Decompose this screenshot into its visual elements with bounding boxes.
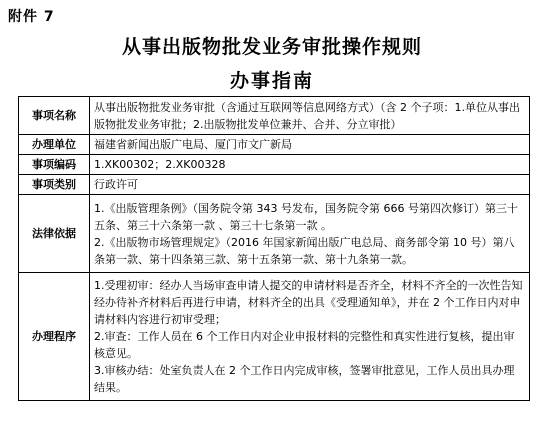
content-line: 1.受理初审：经办人当场审查申请人提交的申请材料是否齐全，材料不齐全的一次性告知经办待补齐材料后再进行申请，材料齐全的出具《受理通知单》，并在 2 个工作日内对申请材料内容进行初审受理； [94,279,523,326]
row-content [90,273,530,401]
table-row-item-name [19,97,530,135]
content-line: 行政许可 [94,178,138,191]
document-subtitle: 办事指南 [229,70,314,92]
document-title: 从事出版物批发业务审批操作规则 [121,36,422,58]
row-label: 事项编码 [19,155,90,175]
row-content [90,195,530,273]
row-label: 法律依据 [19,195,90,273]
content-line: 福建省新闻出版广电局、厦门市文广新局 [94,138,292,151]
row-label: 办理单位 [19,135,90,155]
row-content [90,155,530,175]
attachment-label: 附件 7 [8,9,55,25]
guide-table [18,96,530,401]
content-line: 3.审核办结：处室负责人在 2 个工作日内完成审核，签署审批意见，工作人员出具办理结果。 [94,364,515,394]
content-line: 2.《出版物市场管理规定》（2016 年国家新闻出版广电总局、商务部令第 10 号）第八条第一款、第十四条第三款、第十五条第一款、第十九条第一款。 [94,235,515,266]
table-row-item-category [19,175,530,195]
content-line: 1.XK00302；2.XK00328 [94,158,226,171]
content-line: 从事出版物批发业务审批（含通过互联网等信息网络方式）（含 2 个子项：1.单位从事出版物批发业务审批；2.出版物批发单位兼并、合并、分立审批） [94,100,520,131]
table-row-handling-unit [19,135,530,155]
row-content [90,175,530,195]
content-line: 2.审查：工作人员在 6 个工作日内对企业申报材料的完整性和真实性进行复核，提出审核意见。 [94,330,515,360]
table-row-legal-basis [19,195,530,273]
row-content [90,97,530,135]
table-row-procedure [19,273,530,401]
row-content [90,135,530,155]
row-label: 事项类别 [19,175,90,195]
row-label: 办理程序 [19,273,90,401]
content-line: 1.《出版管理条例》（国务院令第 343 号发布，国务院令第 666 号第四次修订）第三十五条、第三十六条第一款 、第三十七条第一款 。 [94,201,518,232]
table-row-item-code [19,155,530,175]
row-label: 事项名称 [19,97,90,135]
